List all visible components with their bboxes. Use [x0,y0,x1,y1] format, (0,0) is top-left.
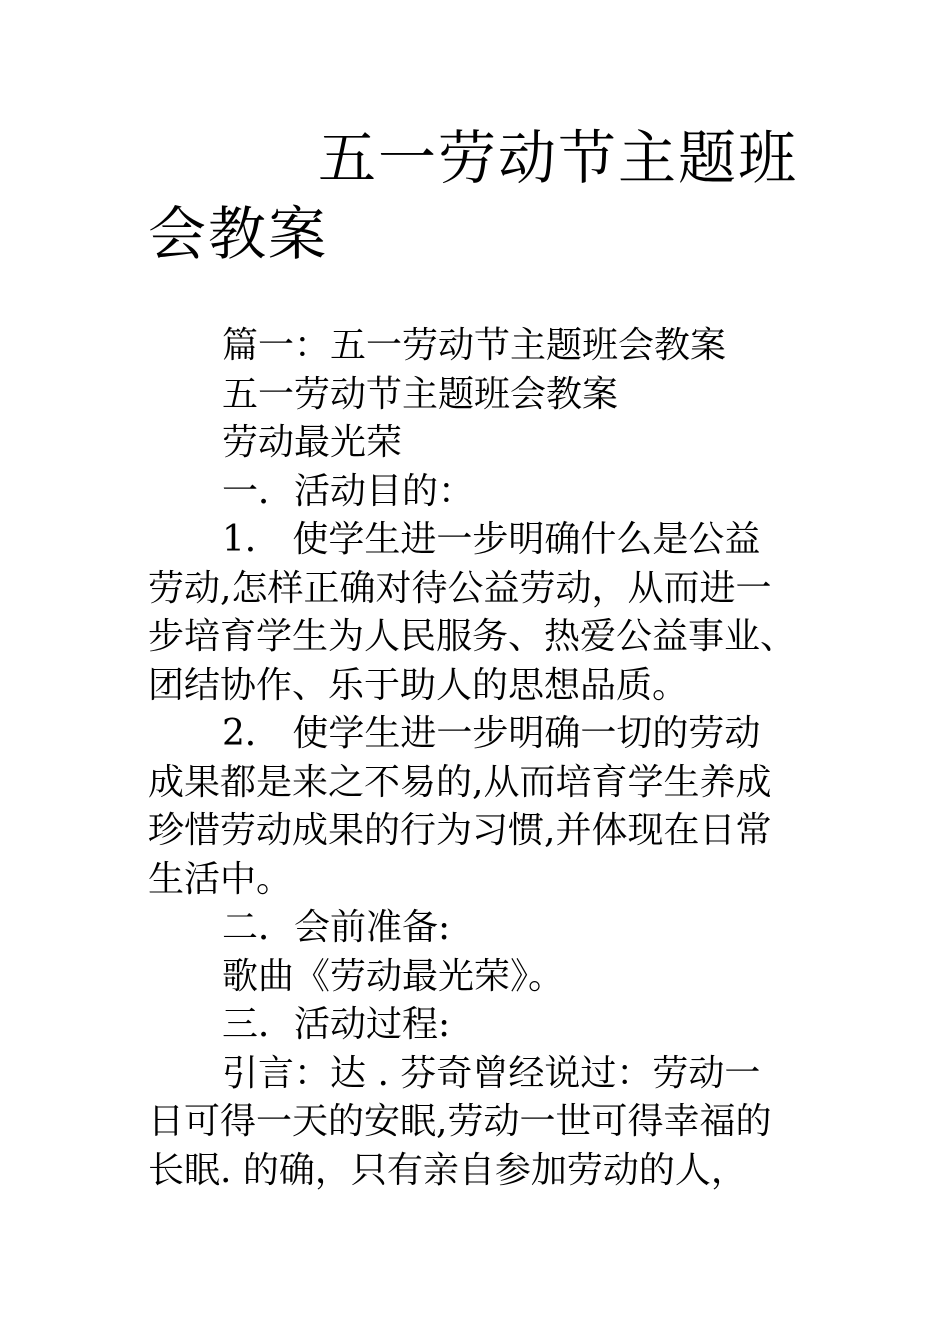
text-line: 一．活动目的： [222,470,475,512]
text-line: 篇一：五一劳动节主题班会教案 [222,325,727,366]
document-title: 五一劳动节主题班会教案 [148,124,799,268]
text-line: 劳动,怎样正确对待公益劳动，从而进一 [148,567,772,609]
text-line: 二．会前准备: [222,907,451,948]
text-line: 三．活动过程: [222,1004,451,1045]
document-body [148,322,838,1195]
text-line: 成果都是来之不易的,从而培育学生养成 [148,761,772,803]
text-line: 劳动最光荣 [222,422,403,463]
text-line: 1． 使学生进一步明确什么是公益 [222,519,761,560]
text-line: 歌曲《劳动最光荣》。 [222,955,565,997]
text-line: 步培育学生为人民服务、热爱公益事业、 [148,616,797,657]
text-line: 五一劳动节主题班会教案 [222,373,619,415]
text-line: 引言：达 . 芬奇曾经说过：劳动一 [222,1052,761,1094]
text-line: 2． 使学生进一步明确一切的劳动 [222,713,761,754]
text-line: 珍惜劳动成果的行为习惯,并体现在日常 [148,810,772,851]
text-line: 日可得一天的安眠,劳动一世可得幸福的 [148,1101,772,1142]
text-line: 长眠. 的确，只有亲自参加劳动的人， [148,1149,747,1191]
text-line: 生活中。 [148,858,293,900]
text-line: 团结协作、乐于助人的思想品质。 [148,664,689,706]
